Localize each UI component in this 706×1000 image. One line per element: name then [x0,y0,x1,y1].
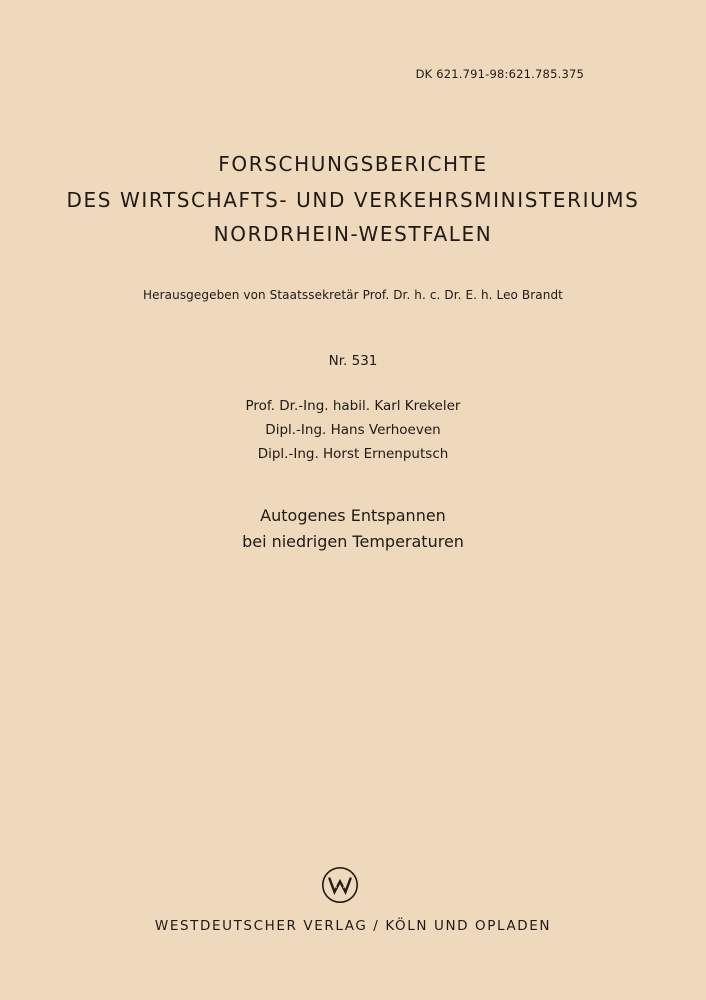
series-title-line-3: NORDRHEIN-WESTFALEN [213,222,493,246]
classification-code: DK 621.791-98:621.785.375 [415,67,584,81]
editor-line: Herausgegeben von Staatssekretär Prof. Dr. h. c. Dr. E. h. Leo Brandt [143,288,563,302]
westdeutscher-verlag-logo-icon [321,866,359,904]
series-title-line-2: DES WIRTSCHAFTS- UND VERKEHRSMINISTERIUMS [66,188,640,212]
report-title-line-1: Autogenes Entspannen [260,506,446,525]
report-title-line-2: bei niedrigen Temperaturen [242,532,464,551]
report-number: Nr. 531 [328,353,378,369]
series-title-line-1: FORSCHUNGSBERICHTE [218,152,488,176]
author-3: Dipl.-Ing. Horst Ernenputsch [257,446,449,462]
author-1: Prof. Dr.-Ing. habil. Karl Krekeler [245,398,461,414]
publisher-name: WESTDEUTSCHER VERLAG / KÖLN UND OPLADEN [154,918,552,934]
author-2: Dipl.-Ing. Hans Verhoeven [265,422,441,438]
